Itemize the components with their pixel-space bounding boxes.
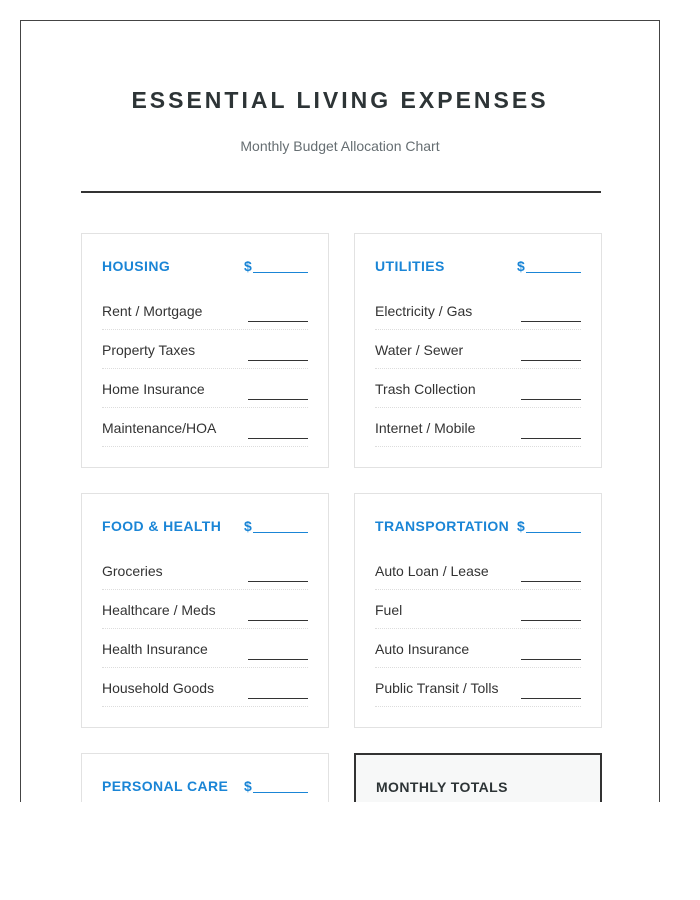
currency-symbol: $ [517, 258, 525, 274]
amount-blank[interactable] [248, 360, 308, 361]
category-header [375, 258, 581, 276]
total-underline [253, 272, 308, 273]
item-label: Rent / Mortgage [102, 303, 203, 319]
currency-symbol: $ [244, 518, 252, 534]
category-total-blank[interactable] [244, 778, 308, 796]
category-title: UTILITIES [375, 258, 445, 274]
category-title: PERSONAL CARE [102, 778, 229, 794]
amount-blank[interactable] [521, 321, 581, 322]
currency-symbol: $ [244, 778, 252, 794]
category-title: TRANSPORTATION [375, 518, 510, 534]
item-label: Water / Sewer [375, 342, 464, 358]
category-title: HOUSING [102, 258, 171, 274]
list-item [102, 408, 308, 447]
amount-blank[interactable] [521, 360, 581, 361]
total-underline [253, 532, 308, 533]
monthly-totals-card [354, 753, 602, 802]
total-underline [526, 272, 581, 273]
list-item [102, 668, 308, 707]
item-label: Household Goods [102, 680, 215, 696]
amount-blank[interactable] [521, 620, 581, 621]
list-item [375, 369, 581, 408]
category-card-utilities [354, 233, 602, 468]
page-subtitle: Monthly Budget Allocation Chart [240, 138, 440, 154]
amount-blank[interactable] [521, 438, 581, 439]
list-item [375, 408, 581, 447]
list-item [375, 629, 581, 668]
list-item [375, 291, 581, 330]
category-header [102, 258, 308, 276]
category-header [102, 518, 308, 536]
category-total-blank[interactable] [517, 518, 581, 536]
list-item [102, 590, 308, 629]
header-divider [81, 191, 601, 193]
category-card-transportation [354, 493, 602, 728]
amount-blank[interactable] [248, 438, 308, 439]
category-item-list [375, 291, 581, 447]
list-item [375, 551, 581, 590]
category-item-list [375, 551, 581, 707]
item-label: Auto Insurance [375, 641, 470, 657]
list-item [375, 590, 581, 629]
category-total-blank[interactable] [244, 518, 308, 536]
amount-blank[interactable] [248, 620, 308, 621]
category-total-blank[interactable] [517, 258, 581, 276]
total-underline [253, 792, 308, 793]
amount-blank[interactable] [521, 698, 581, 699]
category-item-list [102, 291, 308, 447]
amount-blank[interactable] [521, 399, 581, 400]
list-item [375, 668, 581, 707]
list-item [102, 551, 308, 590]
item-label: Public Transit / Tolls [375, 680, 499, 696]
item-label: Trash Collection [375, 381, 476, 397]
category-title: FOOD & HEALTH [102, 518, 222, 534]
item-label: Health Insurance [102, 641, 208, 657]
amount-blank[interactable] [248, 581, 308, 582]
amount-blank[interactable] [248, 698, 308, 699]
item-label: Electricity / Gas [375, 303, 473, 319]
item-label: Fuel [375, 602, 403, 618]
total-underline [526, 532, 581, 533]
amount-blank[interactable] [248, 321, 308, 322]
amount-blank[interactable] [521, 581, 581, 582]
item-label: Home Insurance [102, 381, 205, 397]
totals-title: MONTHLY TOTALS [376, 779, 508, 795]
category-card-food-health [81, 493, 329, 728]
list-item [102, 629, 308, 668]
currency-symbol: $ [244, 258, 252, 274]
list-item [102, 369, 308, 408]
item-label: Healthcare / Meds [102, 602, 216, 618]
list-item [102, 291, 308, 330]
item-label: Internet / Mobile [375, 420, 476, 436]
category-card-housing [81, 233, 329, 468]
budget-worksheet-page [20, 20, 660, 802]
list-item [375, 330, 581, 369]
amount-blank[interactable] [521, 659, 581, 660]
currency-symbol: $ [517, 518, 525, 534]
amount-blank[interactable] [248, 659, 308, 660]
category-total-blank[interactable] [244, 258, 308, 276]
category-header [102, 778, 308, 796]
item-label: Auto Loan / Lease [375, 563, 489, 579]
category-item-list [102, 551, 308, 707]
item-label: Maintenance/HOA [102, 420, 217, 436]
category-card-personal-care [81, 753, 329, 802]
page-title: ESSENTIAL LIVING EXPENSES [131, 87, 549, 113]
category-header [375, 518, 581, 536]
amount-blank[interactable] [248, 399, 308, 400]
item-label: Groceries [102, 563, 163, 579]
list-item [102, 330, 308, 369]
item-label: Property Taxes [102, 342, 196, 358]
